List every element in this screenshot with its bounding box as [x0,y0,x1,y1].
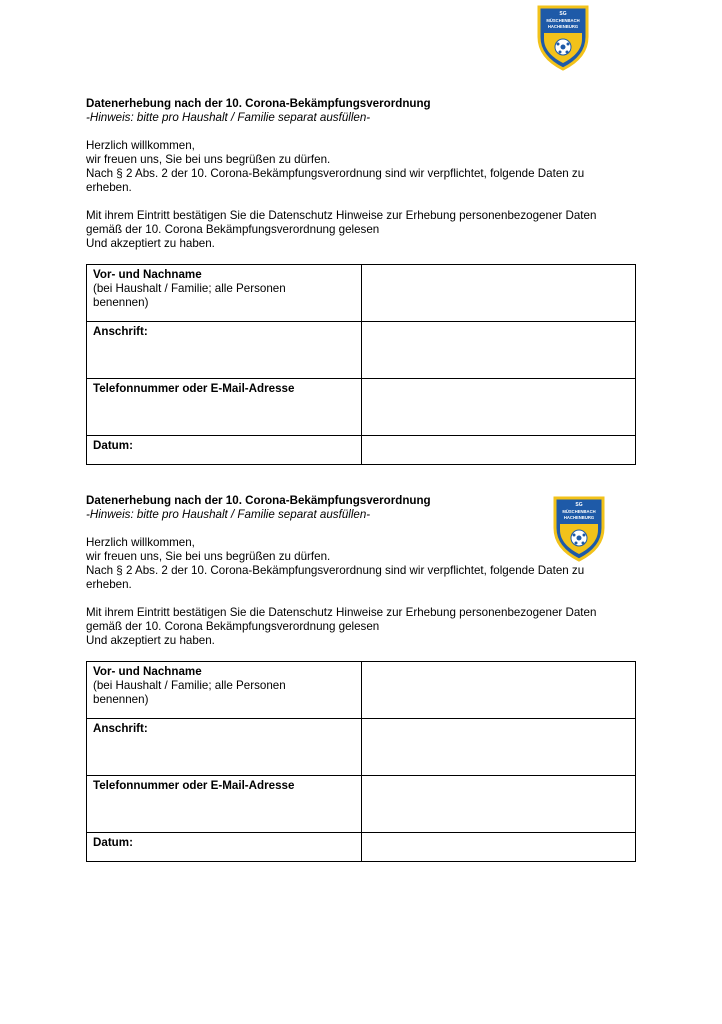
name-sub-1: (bei Haushalt / Familie; alle Personen [93,679,286,692]
contact-label-cell [87,379,362,436]
contact-input-cell[interactable] [361,379,635,436]
form-title: Datenerhebung nach der 10. Corona-Bekämpfungsverordnung [86,494,431,507]
greeting-line-1: Herzlich willkommen, [86,536,195,549]
consent-line-3: Und akzeptiert zu haben. [86,634,215,647]
greeting-line-2: wir freuen uns, Sie bei uns begrüßen zu dürfen. [86,153,331,166]
greeting-line-2: wir freuen uns, Sie bei uns begrüßen zu dürfen. [86,550,331,563]
form-title: Datenerhebung nach der 10. Corona-Bekämpfungsverordnung [86,97,431,110]
logo-text-top: SG [575,502,583,508]
club-logo-top [537,3,589,71]
name-label-cell [87,662,362,719]
address-label: Anschrift: [93,722,148,735]
logo-text-bot: HACHENBURG [563,515,595,520]
date-label: Datum: [93,836,133,849]
name-label-cell [87,265,362,322]
consent-line-2: gemäß der 10. Corona Bekämpfungsverordnung gelesen [86,620,380,633]
legal-line-2: erheben. [86,578,132,591]
date-label-cell [87,436,362,465]
consent-line-1: Mit ihrem Eintritt bestätigen Sie die Datenschutz Hinweise zur Erhebung personenbezogener Daten [86,209,597,222]
consent-line-2: gemäß der 10. Corona Bekämpfungsverordnung gelesen [86,223,380,236]
date-input-cell[interactable] [361,833,635,862]
legal-line-1: Nach § 2 Abs. 2 der 10. Corona-Bekämpfungsverordnung sind wir verpflichtet, folgende Daten zu [86,167,585,180]
legal-line-1: Nach § 2 Abs. 2 der 10. Corona-Bekämpfungsverordnung sind wir verpflichtet, folgende Daten zu [86,564,585,577]
data-table-2 [86,661,636,862]
name-input-cell[interactable] [361,265,635,322]
address-label-cell [87,322,362,379]
table-row [87,265,636,322]
consent-line-3: Und akzeptiert zu haben. [86,237,215,250]
contact-label: Telefonnummer oder E-Mail-Adresse [93,779,295,792]
greeting-line-1: Herzlich willkommen, [86,139,195,152]
name-label: Vor- und Nachname [93,268,202,281]
form-section-1 [86,97,638,251]
address-input-cell[interactable] [361,719,635,776]
contact-input-cell[interactable] [361,776,635,833]
address-label-cell [87,719,362,776]
table-row [87,322,636,379]
table-row [87,379,636,436]
logo-text-mid: MÜSCHENBACH [546,18,580,23]
logo-text-mid: MÜSCHENBACH [562,509,596,514]
name-input-cell[interactable] [361,662,635,719]
name-label: Vor- und Nachname [93,665,202,678]
contact-label: Telefonnummer oder E-Mail-Adresse [93,382,295,395]
logo-text-bot: HACHENBURG [547,24,579,29]
club-crest-icon [537,3,589,71]
form-hint: -Hinweis: bitte pro Haushalt / Familie separat ausfüllen- [86,508,371,521]
data-table-1 [86,264,636,465]
form-section-2 [86,494,638,648]
table-row [87,833,636,862]
table-row [87,719,636,776]
date-label-cell [87,833,362,862]
contact-label-cell [87,776,362,833]
name-sub-2: benennen) [93,296,149,309]
name-sub-2: benennen) [93,693,149,706]
table-row [87,776,636,833]
logo-text-top: SG [559,11,567,17]
name-sub-1: (bei Haushalt / Familie; alle Personen [93,282,286,295]
table-row [87,436,636,465]
date-label: Datum: [93,439,133,452]
address-label: Anschrift: [93,325,148,338]
address-input-cell[interactable] [361,322,635,379]
legal-line-2: erheben. [86,181,132,194]
consent-line-1: Mit ihrem Eintritt bestätigen Sie die Datenschutz Hinweise zur Erhebung personenbezogener Daten [86,606,597,619]
form-hint: -Hinweis: bitte pro Haushalt / Familie separat ausfüllen- [86,111,371,124]
table-row [87,662,636,719]
date-input-cell[interactable] [361,436,635,465]
